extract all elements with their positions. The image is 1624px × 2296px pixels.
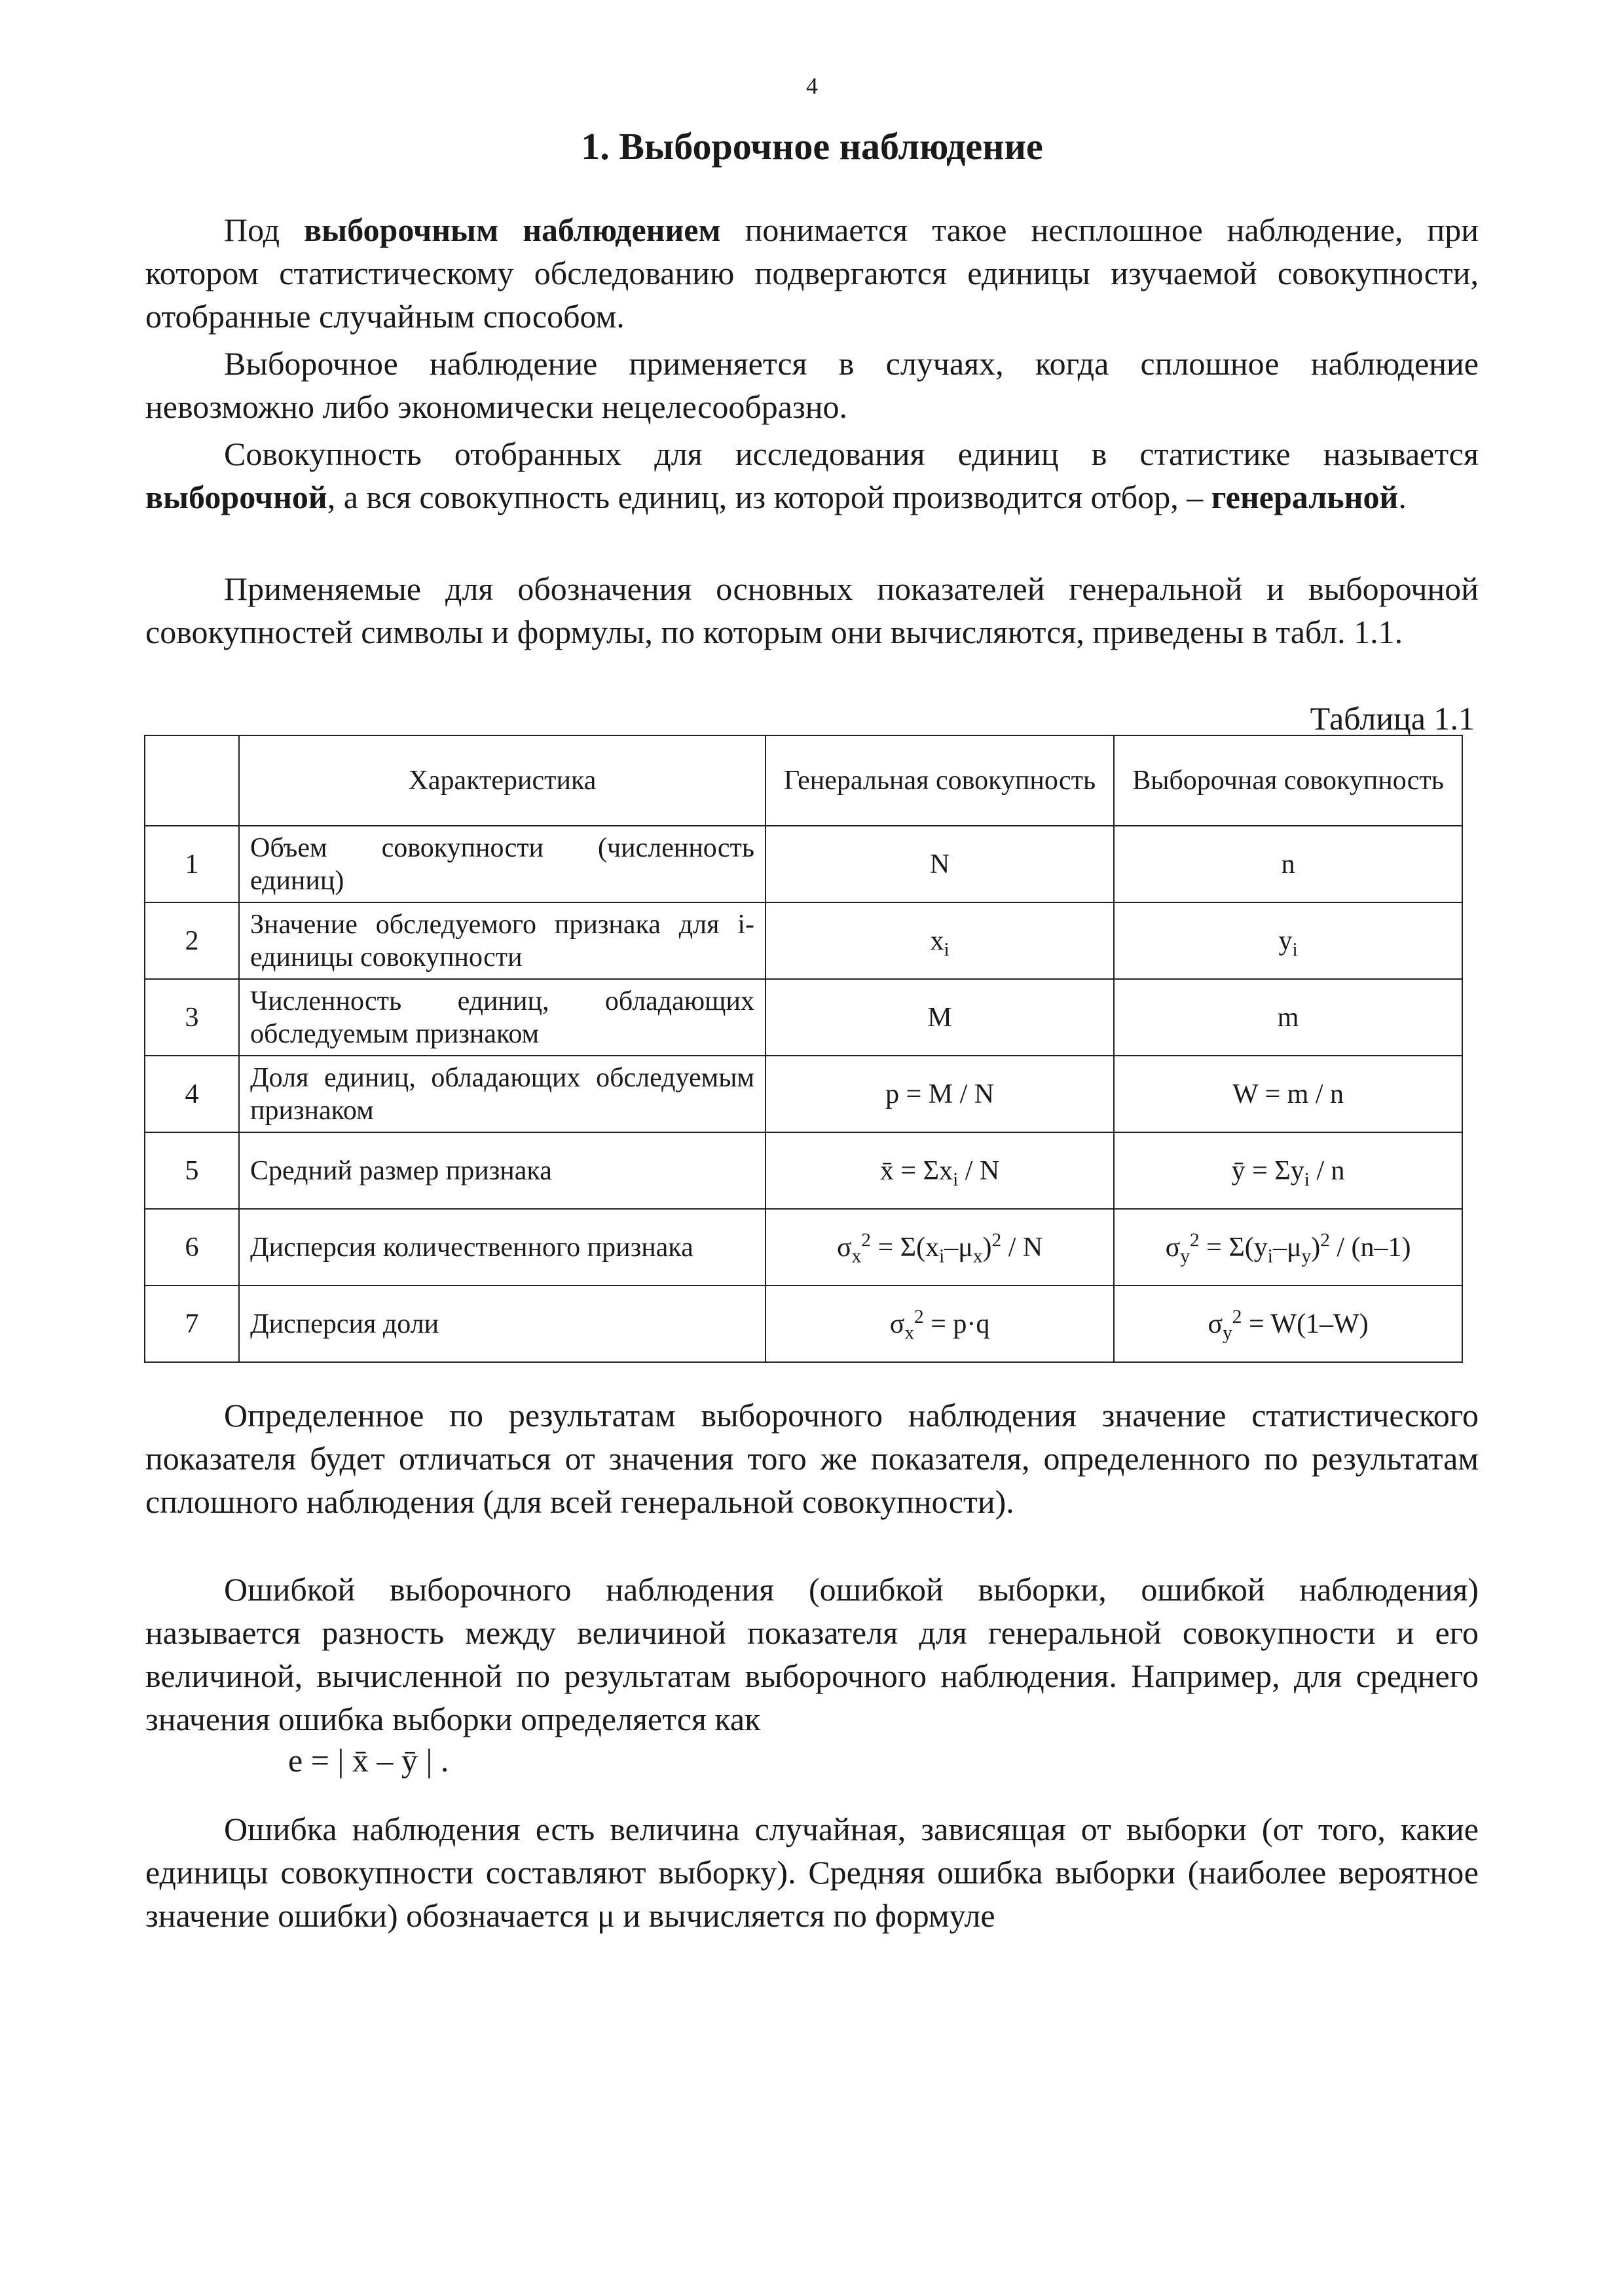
formula-part: = Σ(y: [1199, 1232, 1268, 1263]
row-num: 5: [145, 1132, 239, 1209]
text-span: , а вся совокупность единиц, из которой производится отбор, –: [327, 479, 1211, 515]
formula-part: σ: [1208, 1308, 1223, 1339]
formula-part: x: [930, 925, 944, 956]
paragraph-difference: Определенное по результатам выборочного наблюдения значение статистического показателя будет отличаться от значения того же показателя, определенного по результатам сплошного наблюдения (для всей генеральной совокупности).: [145, 1397, 1479, 1520]
row-sample: [1114, 1132, 1462, 1209]
bold-term: генеральной: [1211, 479, 1399, 515]
formula-sup: 2: [861, 1229, 871, 1251]
formula-sup: 2: [914, 1306, 924, 1327]
table-row: [145, 1132, 1462, 1209]
row-characteristic: Доля единиц, обладающих обследуемым признаком: [239, 1056, 766, 1132]
formula-sub: x: [851, 1245, 862, 1267]
row-sample: W = m / n: [1114, 1056, 1462, 1132]
row-characteristic: Дисперсия доли: [239, 1286, 766, 1362]
text-span: Совокупность отобранных для исследования единиц в статистике называется: [224, 435, 1479, 472]
formula-sub: y: [1180, 1245, 1190, 1267]
formula-part: = W(1–W): [1242, 1308, 1369, 1339]
table-caption: Таблица 1.1: [1310, 700, 1475, 737]
formula-sub: i: [1292, 938, 1298, 960]
formula-part: ): [982, 1232, 992, 1263]
paragraph-definition: [145, 208, 1479, 338]
paragraph-mean-error: Ошибка наблюдения есть величина случайная, зависящая от выборки (от того, какие единицы совокупности составляют выборку). Средняя ошибка выборки (наиболее вероятное значение ошибки) обозначается μ и вычисляется по формуле: [145, 1811, 1479, 1934]
header-general: Генеральная совокупность: [766, 735, 1114, 826]
formula-part: / N: [958, 1155, 1000, 1186]
row-general: p = M / N: [766, 1056, 1114, 1132]
row-sample: [1114, 1286, 1462, 1362]
paragraph-sample-general: [145, 432, 1479, 519]
formula-sup: 2: [1232, 1306, 1242, 1327]
row-num: 1: [145, 826, 239, 902]
text-span: .: [1398, 479, 1407, 515]
formula-part: σ: [836, 1232, 852, 1263]
paragraph-table-intro: Применяемые для обозначения основных показателей генеральной и выборочной совокупностей символы и формулы, по которым они вычисляются, приведены в табл. 1.1.: [145, 570, 1479, 650]
header-sample: Выборочная совокупность: [1114, 735, 1462, 826]
row-characteristic: Значение обследуемого признака для i-единицы совокупности: [239, 902, 766, 979]
formula-sub: i: [1267, 1245, 1273, 1267]
formula-sup: 2: [1189, 1229, 1200, 1251]
row-sample: m: [1114, 979, 1462, 1056]
formula-sub: y: [1301, 1245, 1312, 1267]
page-number: 4: [806, 73, 818, 99]
row-characteristic: Средний размер признака: [239, 1132, 766, 1209]
formula-part: –μ: [1272, 1232, 1302, 1263]
formula-part: –μ: [944, 1232, 973, 1263]
row-characteristic: Дисперсия количественного признака: [239, 1209, 766, 1286]
error-formula: e = | x̄ – ȳ | .: [288, 1742, 449, 1779]
indicators-table: [144, 735, 1463, 1363]
row-num: 7: [145, 1286, 239, 1362]
row-sample: [1114, 902, 1462, 979]
paragraph-sampling-error: Ошибкой выборочного наблюдения (ошибкой выборки, ошибкой наблюдения) называется разность между величиной показателя для генеральной совокупности и его величиной, вычисленной по результатам выборочного наблюдения. Например, для среднего значения ошибка выборки определяется как: [145, 1571, 1479, 1737]
row-general: M: [766, 979, 1114, 1056]
formula-sup: 2: [991, 1229, 1002, 1251]
formula-part: y: [1278, 925, 1293, 956]
formula-sup: 2: [1320, 1229, 1330, 1251]
formula-sub: i: [944, 938, 950, 960]
formula-sub: i: [953, 1168, 959, 1190]
bold-term: выборочной: [145, 479, 327, 515]
row-sample: n: [1114, 826, 1462, 902]
paragraph-application: Выборочное наблюдение применяется в случаях, когда сплошное наблюдение невозможно либо экономически нецелесообразно.: [145, 345, 1479, 425]
section-title: 1. Выборочное наблюдение: [581, 125, 1043, 168]
formula-sub: x: [904, 1322, 915, 1343]
row-num: 4: [145, 1056, 239, 1132]
table-row: [145, 979, 1462, 1056]
formula-part: = Σ(x: [870, 1232, 940, 1263]
table-row: [145, 902, 1462, 979]
row-num: 2: [145, 902, 239, 979]
formula-part: / (n–1): [1329, 1232, 1411, 1263]
text-span: Под: [224, 212, 304, 248]
text-span: понимается такое несплошное наблюдение, при котором статистическому обследованию подвергаются единицы изучаемой совокупности, отобранные случайным способом.: [145, 212, 1479, 335]
formula-sub: i: [939, 1245, 945, 1267]
table-header-row: [145, 735, 1462, 826]
formula-part: σ: [1165, 1232, 1181, 1263]
row-general: [766, 1209, 1114, 1286]
table-row: [145, 1209, 1462, 1286]
row-characteristic: Численность единиц, обладающих обследуемым признаком: [239, 979, 766, 1056]
formula-part: ȳ = Σy: [1231, 1155, 1304, 1186]
row-general: [766, 1286, 1114, 1362]
row-general: [766, 902, 1114, 979]
formula-part: ): [1311, 1232, 1321, 1263]
row-general: N: [766, 826, 1114, 902]
formula-part: / n: [1309, 1155, 1345, 1186]
formula-part: σ: [889, 1308, 905, 1339]
row-general: [766, 1132, 1114, 1209]
header-num: [145, 735, 239, 826]
bold-term: выборочным наблюдением: [304, 212, 721, 248]
table-row: [145, 826, 1462, 902]
formula-part: x̄ = Σx: [879, 1155, 953, 1186]
table-row: [145, 1286, 1462, 1362]
formula-part: / N: [1001, 1232, 1043, 1263]
table-row: [145, 1056, 1462, 1132]
row-num: 6: [145, 1209, 239, 1286]
row-num: 3: [145, 979, 239, 1056]
header-characteristic: Характеристика: [239, 735, 766, 826]
formula-part: = p·q: [923, 1308, 990, 1339]
formula-sub: y: [1223, 1322, 1232, 1343]
formula-sub: i: [1304, 1168, 1310, 1190]
formula-sub: x: [972, 1245, 983, 1267]
row-sample: [1114, 1209, 1462, 1286]
row-characteristic: Объем совокупности (численность единиц): [239, 826, 766, 902]
